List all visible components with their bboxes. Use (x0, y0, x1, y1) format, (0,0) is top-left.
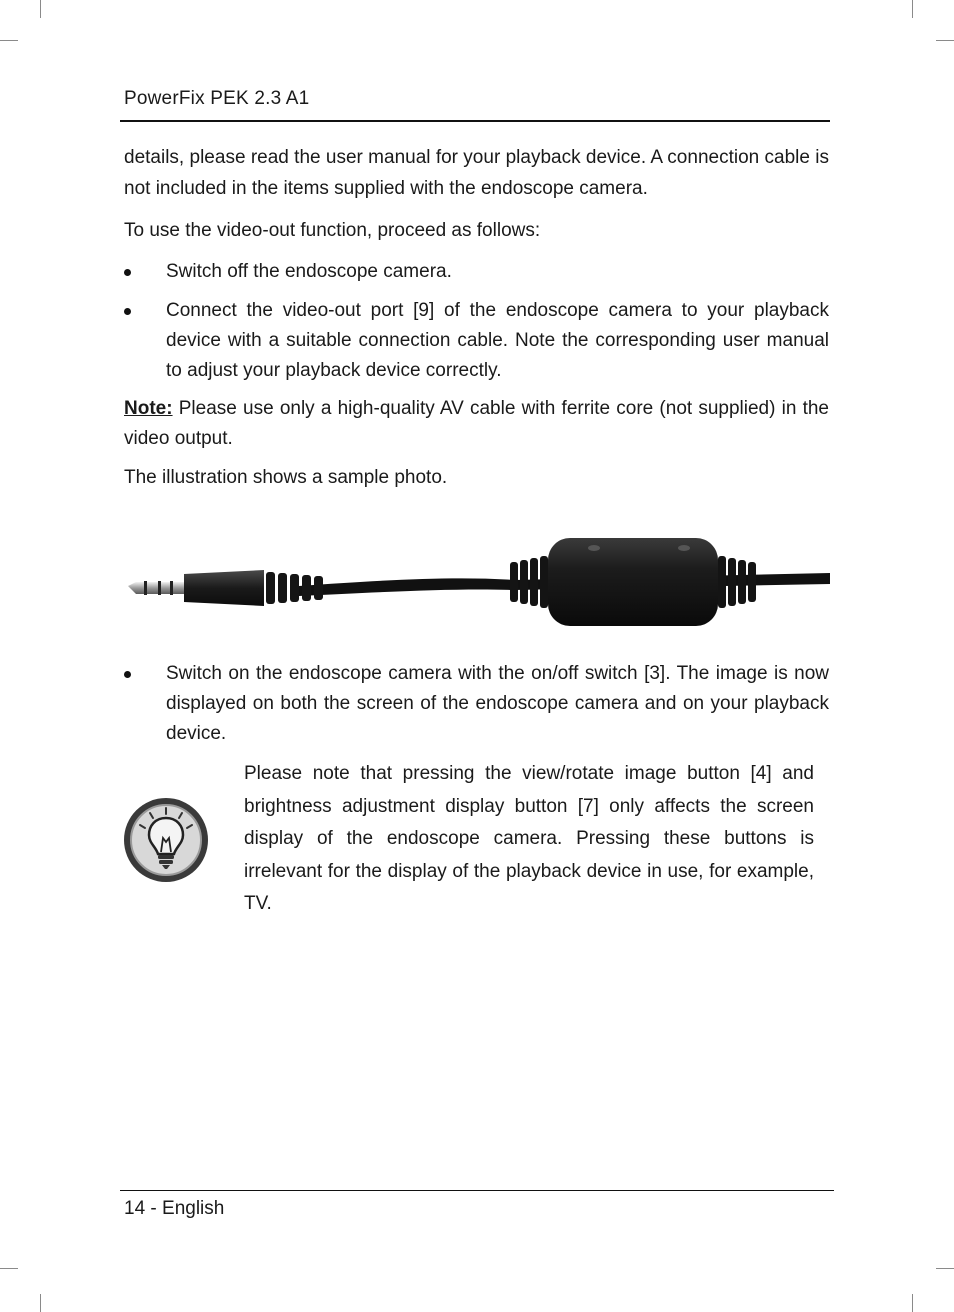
list-item (124, 659, 829, 749)
page-number: 14 - English (124, 1198, 225, 1219)
list-item (124, 257, 829, 287)
footer-rule (120, 1190, 834, 1191)
note-label: Note: (124, 398, 173, 419)
list-item-text: Switch on the endoscope camera with the on/off switch [3]. The image is now displayed on both the screen of the endoscope camera and on your playback device. (166, 663, 829, 744)
continued-paragraph: details, please read the user manual for your playback device. A connection cable is not included in the items supplied with the endoscope camera. (124, 147, 829, 199)
crop-mark (0, 1268, 18, 1269)
note-paragraph (124, 394, 829, 454)
bullet-icon (124, 308, 131, 315)
bullet-icon (124, 269, 131, 276)
header-rule (120, 120, 830, 122)
crop-mark (936, 40, 954, 41)
crop-mark (40, 1294, 41, 1312)
lightbulb-icon (122, 796, 210, 884)
illustration-caption: The illustration shows a sample photo. (124, 467, 448, 488)
av-cable-illustration (124, 530, 830, 634)
list-item (124, 296, 829, 386)
crop-mark (912, 1294, 913, 1312)
note-text: Please use only a high-quality AV cable with ferrite core (not supplied) in the video output. (124, 398, 829, 449)
intro-paragraph: To use the video-out function, proceed as follows: (124, 220, 541, 241)
crop-mark (40, 0, 41, 18)
running-header: PowerFix PEK 2.3 A1 (124, 88, 310, 109)
crop-mark (0, 40, 18, 41)
list-item-text: Connect the video-out port [9] of the endoscope camera to your playback device with a suitable connection cable. Note the corresponding user manual to adjust your playback device correctly. (166, 300, 829, 381)
tip-note-text: Please note that pressing the view/rotate image button [4] and brightness adjustment display button [7] only affects the screen display of the endoscope camera. Pressing these buttons is irrelevant for the display of the playback device in use, for example, TV. (244, 763, 814, 914)
crop-mark (912, 0, 913, 18)
crop-mark (936, 1268, 954, 1269)
bullet-icon (124, 671, 131, 678)
list-item-text: Switch off the endoscope camera. (166, 261, 452, 282)
